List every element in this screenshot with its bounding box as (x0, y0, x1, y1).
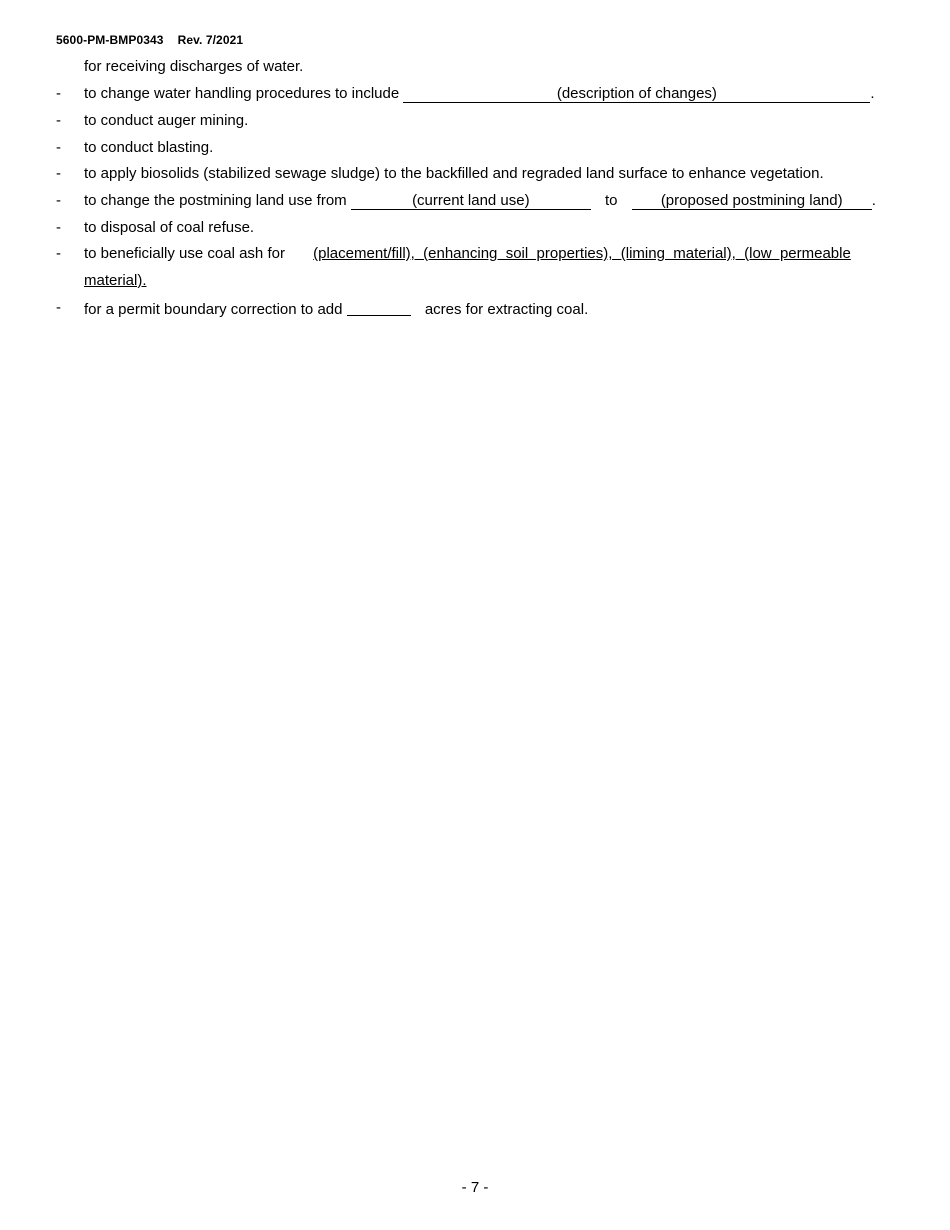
list-item-blasting (0, 139, 950, 157)
coal-ash-use-field[interactable]: (placement/fill), (enhancing soil properties), (liming material), (low permeable (313, 245, 851, 262)
item-text: to conduct blasting. (84, 139, 214, 156)
current-land-use-field[interactable] (351, 194, 591, 210)
acres-field[interactable] (347, 301, 411, 316)
field-hint: (current land use) (412, 192, 530, 209)
bullet-dash: - (56, 112, 61, 129)
continuation-text: for receiving discharges of water. (84, 58, 304, 75)
field-hint: (description of changes) (556, 85, 717, 102)
item-text: to conduct auger mining. (84, 112, 249, 129)
list-item-coal-refuse (0, 219, 950, 237)
item-suffix: . (871, 192, 876, 209)
proposed-postmining-land-field[interactable] (632, 194, 872, 210)
list-item-boundary-correction (0, 299, 950, 317)
list-item-biosolids (0, 165, 950, 183)
bullet-dash: - (56, 192, 61, 209)
bullet-dash: - (56, 139, 61, 156)
list-item-coal-ash-continuation (0, 272, 950, 290)
description-of-changes-field[interactable] (403, 87, 870, 103)
item-text: to change water handling procedures to include (84, 85, 400, 102)
bullet-dash: - (56, 219, 61, 236)
coal-ash-use-field-continued[interactable]: material). (84, 272, 147, 289)
bullet-dash: - (56, 85, 61, 102)
form-number: 5600-PM-BMP0343 (56, 33, 164, 47)
item-suffix: acres for extracting coal. (424, 301, 589, 318)
revision-date: Rev. 7/2021 (177, 33, 244, 47)
field-hint: (proposed postmining land) (660, 192, 843, 209)
bullet-dash: - (56, 245, 61, 262)
list-item-coal-ash (0, 245, 950, 263)
bullet-dash: - (56, 165, 61, 182)
bullet-dash: - (56, 299, 61, 316)
list-item-postmining-land-use (0, 192, 950, 210)
item-text: to change the postmining land use from (84, 192, 347, 209)
item-text: to disposal of coal refuse. (84, 219, 255, 236)
item-connector: to (605, 192, 618, 209)
list-item-auger-mining (0, 112, 950, 130)
page-number: - 7 - (461, 1179, 489, 1196)
item-suffix: . (870, 85, 875, 102)
continuation-line (0, 58, 950, 76)
item-text: for a permit boundary correction to add (84, 301, 343, 318)
document-header (56, 33, 243, 47)
item-text: to beneficially use coal ash for (84, 245, 285, 262)
list-item-water-handling (0, 85, 950, 103)
item-text: to apply biosolids (stabilized sewage sludge) to the backfilled and regraded land surface to enhance vegetation. (84, 165, 824, 182)
